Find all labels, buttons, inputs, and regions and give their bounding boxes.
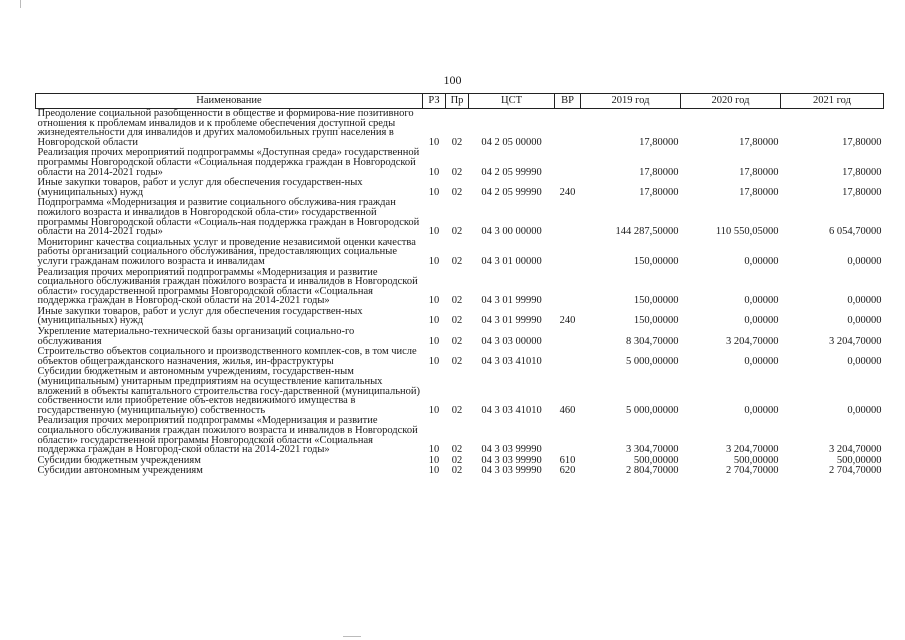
row-2020: 17,80000 <box>739 166 779 178</box>
table-row <box>36 327 884 347</box>
row-cst: 04 3 03 99990 <box>481 454 542 466</box>
row-2019: 144 287,50000 <box>615 226 679 238</box>
row-2021: 2 704,70000 <box>829 465 882 477</box>
row-2020: 2 704,70000 <box>726 465 779 477</box>
row-vr: 460 <box>559 404 576 416</box>
header-pr: Пр <box>446 94 469 109</box>
row-vr <box>555 327 581 347</box>
row-2019: 3 304,70000 <box>626 444 679 456</box>
table-header-row <box>36 94 884 109</box>
row-name: Мониторинг качества социальных услуг и проведение независимой оценки качества работы организаций социального обслуживания, предоставляющих социальные услуги гражданам пожилого возраста и инвалидам <box>37 236 416 267</box>
table-row <box>36 416 884 455</box>
row-2020: 17,80000 <box>739 136 779 148</box>
row-vr: 240 <box>559 315 576 327</box>
page-number: 100 <box>443 73 462 87</box>
row-2019: 5 000,00000 <box>626 404 679 416</box>
row-name: Иные закупки товаров, работ и услуг для обеспечения государствен-ных (муниципальных) нужд <box>37 305 363 327</box>
row-name: Субсидии бюджетным и автономным учреждениям, государствен-ным (муниципальным) унитарным предприятиям на осуществление капитальных вложений в объекты капитального строительства госу-дарственной (муниципальной) собственности или приобретение объ-ектов недвижимого имущества в государственную (муниципальную) собственность <box>37 366 421 416</box>
row-rz: 10 <box>428 444 440 456</box>
row-pr: 02 <box>451 465 463 477</box>
row-2021: 0,00000 <box>847 355 882 367</box>
row-2019: 17,80000 <box>639 186 679 198</box>
row-name: Субсидии автономным учреждениям <box>37 465 203 477</box>
header-2019: 2019 год <box>581 94 681 109</box>
row-name: Реализация прочих мероприятий подпрограммы «Модернизация и развитие социального обслуживания граждан пожилого возраста и инвалидов в Новгородской области» государственной программы Новгородской области «Социальная поддержка граждан в Новгород-ской области на 2014-2021 годы» <box>37 415 418 456</box>
row-2019: 150,00000 <box>633 255 679 267</box>
row-vr: 620 <box>559 465 576 477</box>
row-vr <box>555 109 581 149</box>
row-rz: 10 <box>428 355 440 367</box>
row-name: Строительство объектов социального и производственного комплек-сов, в том числе объектов общегражданского назначения, жилья, ин-фраструктуры <box>37 346 417 367</box>
row-pr: 02 <box>451 166 463 178</box>
row-pr: 02 <box>451 315 463 327</box>
row-pr: 02 <box>451 335 463 347</box>
table-row <box>36 367 884 416</box>
table-row <box>36 268 884 307</box>
row-cst: 04 3 01 99990 <box>481 295 542 307</box>
row-2021: 3 204,70000 <box>829 444 882 456</box>
row-2020: 110 550,05000 <box>715 226 779 238</box>
row-rz: 10 <box>428 166 440 178</box>
row-pr: 02 <box>451 444 463 456</box>
row-pr: 02 <box>451 404 463 416</box>
row-cst: 04 3 01 99990 <box>481 315 542 327</box>
row-2021: 500,00000 <box>836 454 882 466</box>
table-body <box>36 109 884 477</box>
row-2019: 500,00000 <box>633 454 679 466</box>
header-rz: РЗ <box>423 94 446 109</box>
header-cst: ЦСТ <box>469 94 555 109</box>
row-rz: 10 <box>428 186 440 198</box>
row-2019: 8 304,70000 <box>626 335 679 347</box>
row-name: Субсидии бюджетным учреждениям <box>37 454 201 466</box>
row-rz: 10 <box>428 136 440 148</box>
row-name: Подпрограмма «Модернизация и развитие социального обслужива-ния граждан пожилого возраста и инвалидов в Новгородской обла-сти» государственной программы Новгородской области «Социаль-ная поддержка граждан в Новгородской области на 2014-2021 годы» <box>37 197 420 238</box>
row-vr <box>555 347 581 367</box>
scan-artifact <box>343 636 361 637</box>
row-pr: 02 <box>451 186 463 198</box>
row-name: Укрепление материально-технической базы организаций социально-го обслуживания <box>37 326 355 347</box>
row-2021: 17,80000 <box>842 186 882 198</box>
row-2021: 17,80000 <box>842 136 882 148</box>
row-2019: 5 000,00000 <box>626 355 679 367</box>
row-vr <box>555 268 581 307</box>
row-2019: 17,80000 <box>639 166 679 178</box>
row-2020: 0,00000 <box>744 355 779 367</box>
row-2020: 500,00000 <box>733 454 779 466</box>
header-name: Наименование <box>36 94 423 109</box>
row-2020: 0,00000 <box>744 295 779 307</box>
table-row <box>36 307 884 327</box>
table-row <box>36 178 884 198</box>
row-2020: 3 204,70000 <box>726 444 779 456</box>
row-2019: 17,80000 <box>639 136 679 148</box>
row-pr: 02 <box>451 454 463 466</box>
row-2021: 3 204,70000 <box>829 335 882 347</box>
row-2021: 0,00000 <box>847 295 882 307</box>
row-vr <box>555 238 581 268</box>
row-rz: 10 <box>428 315 440 327</box>
header-2020: 2020 год <box>681 94 781 109</box>
row-2019: 150,00000 <box>633 295 679 307</box>
row-cst: 04 3 01 00000 <box>481 255 542 267</box>
row-2021: 17,80000 <box>842 166 882 178</box>
row-name: Реализация прочих мероприятий подпрограммы «Доступная среда» государственной программы Новгородской области «Социальная поддержка граждан в Новгородской области на 2014-2021 годы» <box>37 147 420 178</box>
row-2021: 0,00000 <box>847 255 882 267</box>
table-row <box>36 198 884 237</box>
header-vr: ВР <box>555 94 581 109</box>
row-pr: 02 <box>451 136 463 148</box>
table-row <box>36 238 884 268</box>
row-cst: 04 3 03 99990 <box>481 444 542 456</box>
row-2020: 0,00000 <box>744 404 779 416</box>
row-2020: 0,00000 <box>744 255 779 267</box>
row-rz: 10 <box>428 255 440 267</box>
row-rz: 10 <box>428 465 440 477</box>
scan-artifact <box>20 0 21 8</box>
row-rz: 10 <box>428 295 440 307</box>
row-cst: 04 3 00 00000 <box>481 226 542 238</box>
row-vr <box>555 416 581 455</box>
row-cst: 04 2 05 99990 <box>481 166 542 178</box>
budget-table <box>35 93 884 477</box>
row-vr: 610 <box>559 454 576 466</box>
row-rz: 10 <box>428 226 440 238</box>
row-name: Иные закупки товаров, работ и услуг для обеспечения государствен-ных (муниципальных) нужд <box>37 177 363 198</box>
header-2021: 2021 год <box>781 94 884 109</box>
row-vr <box>555 148 581 178</box>
row-rz: 10 <box>428 335 440 347</box>
row-cst: 04 3 03 00000 <box>481 335 542 347</box>
row-vr <box>555 198 581 237</box>
row-pr: 02 <box>451 295 463 307</box>
row-2020: 0,00000 <box>744 315 779 327</box>
row-rz: 10 <box>428 404 440 416</box>
row-2021: 0,00000 <box>847 404 882 416</box>
row-cst: 04 2 05 99990 <box>481 186 542 198</box>
row-pr: 02 <box>451 226 463 238</box>
table-row <box>36 347 884 367</box>
row-name: Преодоление социальной разобщенности в обществе и формирова-ние позитивного отношения к проблемам инвалидов и к проблеме обеспечения доступной среды жизнедеятельности для инвалидов и других маломобильных групп населения в Новгородской области <box>37 108 414 148</box>
row-cst: 04 3 03 41010 <box>481 355 542 367</box>
row-2020: 3 204,70000 <box>726 335 779 347</box>
row-rz: 10 <box>428 454 440 466</box>
row-2020: 17,80000 <box>739 186 779 198</box>
row-pr: 02 <box>451 355 463 367</box>
table-row <box>36 148 884 178</box>
row-cst: 04 2 05 00000 <box>481 136 542 148</box>
row-2021: 6 054,70000 <box>829 226 882 238</box>
row-cst: 04 3 03 41010 <box>481 404 542 416</box>
row-cst: 04 3 03 99990 <box>481 465 542 477</box>
table-row <box>36 466 884 477</box>
row-2019: 2 804,70000 <box>626 465 679 477</box>
row-pr: 02 <box>451 255 463 267</box>
row-2019: 150,00000 <box>633 315 679 327</box>
table-row <box>36 109 884 149</box>
row-2021: 0,00000 <box>847 315 882 327</box>
row-vr: 240 <box>559 186 576 198</box>
row-name: Реализация прочих мероприятий подпрограммы «Модернизация и развитие социального обслуживания граждан пожилого возраста и инвалидов в Новгородской области» государственной программы Новгородской области «Социальная поддержка граждан в Новгород-ской области на 2014-2021 годы» <box>37 266 418 307</box>
